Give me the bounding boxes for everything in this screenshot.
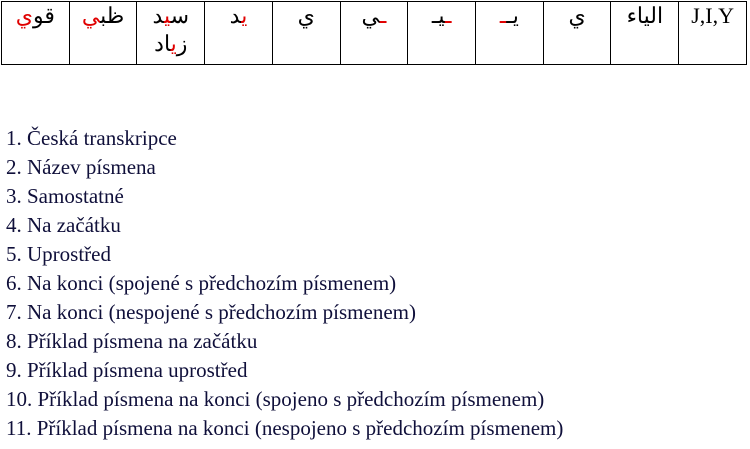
cell-isolated xyxy=(543,2,611,65)
cell-start xyxy=(476,2,544,65)
letter-text: الياء xyxy=(626,3,664,28)
cell-end-unjoined xyxy=(272,2,340,65)
letter-text: يـ xyxy=(506,3,519,28)
letter-row xyxy=(2,2,747,65)
cell-example-end-joined xyxy=(69,2,137,65)
highlighted-letter: ـ xyxy=(499,3,507,28)
cell-example-start xyxy=(205,2,273,65)
letter-text: ظب xyxy=(100,3,125,28)
highlighted-letter: ـ xyxy=(444,3,452,28)
cell-transcription: J,I,Y xyxy=(679,2,747,65)
legend-item: 7. Na konci (nespojené s předchozím písmenem) xyxy=(6,300,416,324)
letter-text: ي xyxy=(361,3,380,28)
cell-letter-name xyxy=(611,2,679,65)
cell-end-joined xyxy=(340,2,408,65)
cell-example-end-unjoined xyxy=(2,2,70,65)
letter-text: ي xyxy=(297,3,315,28)
letter-text: قو xyxy=(33,3,55,28)
cell-middle xyxy=(408,2,476,65)
legend-item: 2. Název písmena xyxy=(6,155,156,179)
legend-item: 5. Uprostřed xyxy=(6,242,111,266)
legend-list xyxy=(6,124,563,443)
legend-item: 1. Česká transkripce xyxy=(6,126,177,150)
cell-example-middle xyxy=(137,2,205,65)
letter-text: ز xyxy=(176,31,188,56)
highlighted-letter: ي xyxy=(164,3,171,28)
highlighted-letter: ي xyxy=(170,31,177,56)
legend-item: 4. Na začátku xyxy=(6,213,121,237)
letter-text: د xyxy=(152,3,165,28)
highlighted-letter: ي xyxy=(241,3,248,28)
legend-item: 10. Příklad písmena na konci (spojeno s předchozím písmenem) xyxy=(6,387,545,411)
letter-text: د xyxy=(229,3,242,28)
letter-text: س xyxy=(170,3,190,28)
highlighted-letter: ـ xyxy=(379,3,387,28)
letter-table xyxy=(1,1,747,65)
highlighted-letter: ي xyxy=(81,3,101,28)
letter-text: يـ xyxy=(431,3,445,28)
letter-text: اد xyxy=(154,31,171,56)
letter-text: ي xyxy=(568,3,586,28)
highlighted-letter: ي xyxy=(15,3,34,28)
legend-item: 3. Samostatné xyxy=(6,184,124,208)
legend-item: 11. Příklad písmena na konci (nespojeno s předchozím písmenem) xyxy=(6,416,564,440)
legend-item: 8. Příklad písmena na začátku xyxy=(6,329,258,353)
legend-item: 6. Na konci (spojené s předchozím písmenem) xyxy=(6,271,397,295)
legend-item: 9. Příklad písmena uprostřed xyxy=(6,358,248,382)
